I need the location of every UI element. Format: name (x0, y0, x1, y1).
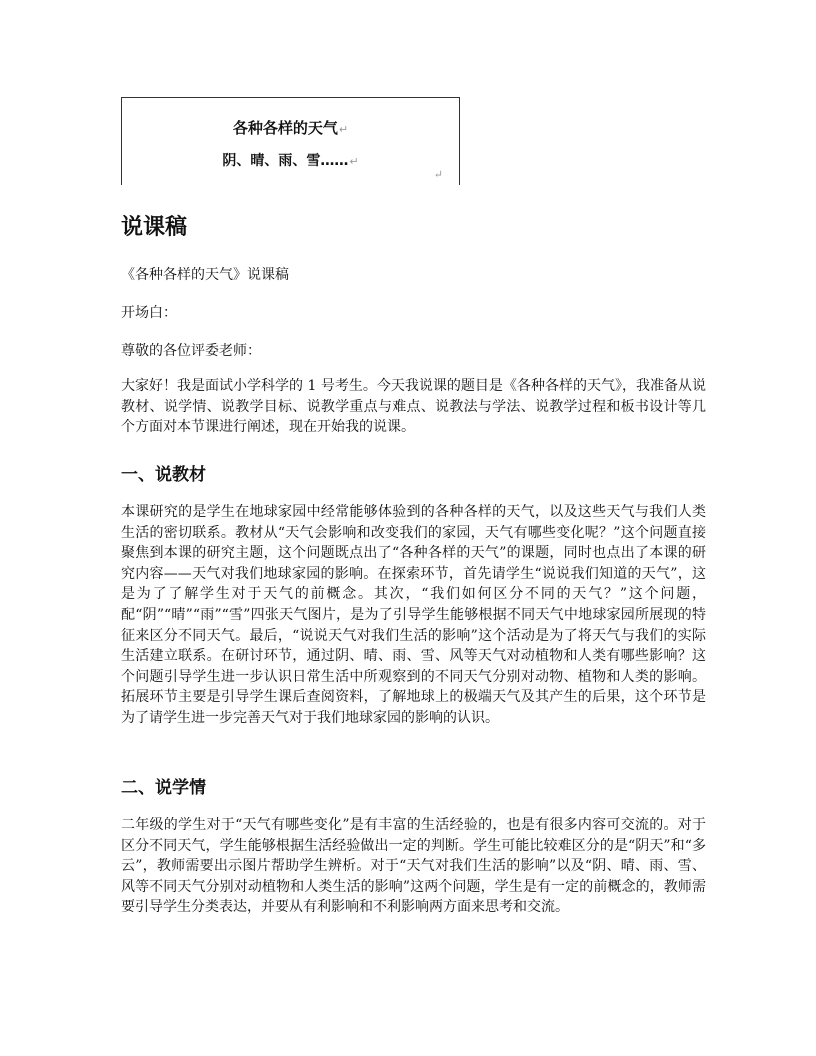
paragraph-mark-icon: ↵ (338, 123, 349, 136)
lecture-title: 《各种各样的天气》说课稿 (121, 267, 289, 283)
greeting: 尊敬的各位评委老师： (121, 343, 261, 359)
opening-label: 开场白： (121, 305, 177, 321)
intro-paragraph: 大家好！我是面试小学科学的 1 号考生。今天我说课的题目是《各种各样的天气》，我准备从说教材、说学情、说教学目标、说教学重点与难点、说教法与学法、说教学过程和板书设计等几个方面对本节课进行阐述，现在开始我的说课。 (121, 378, 706, 436)
section-body: 二年级的学生对于“天气有哪些变化”是有丰富的生活经验的，也是有很多内容可交流的。对于区分不同天气，学生能够根据生活经验做出一定的判断。学生可能比较难区分的是“阴天”和“多云”，教师需要出示图片帮助学生辨析。对于“天气对我们生活的影响”以及“阴、晴、雨、雪、风等不同天气分别对动植物和人类生活的影响”这两个问题，学生是有一定的前概念的，教师需要引导学生分类表达，并要从有利影响和不利影响两方面来思考和交流。 (121, 817, 706, 916)
header-subtitle: 阴、晴、雨、雪……↵ (222, 153, 359, 169)
paragraph-mark-icon: ↵ (433, 168, 443, 181)
section-heading: 二、说学情 (121, 778, 206, 798)
header-box (121, 97, 460, 185)
section-heading: 一、说教材 (121, 465, 206, 485)
header-title: 各种各样的天气↵ (232, 119, 349, 137)
paragraph-mark-icon: ↵ (349, 155, 359, 168)
document-title: 说课稿 (121, 215, 188, 240)
section-body: 本课研究的是学生在地球家园中经常能够体验到的各种各样的天气，以及这些天气与我们人类生活的密切联系。教材从“天气会影响和改变我们的家园，天气有哪些变化呢？”这个问题直接聚焦到本课的研究主题，这个问题既点出了“各种各样的天气”的课题，同时也点出了本课的研究内容——天气对我们地球家园的影响。在探索环节，首先请学生“说说我们知道的天气”，这是为了了解学生对于天气的前概念。其次，“我们如何区分不同的天气？”这个问题，配“阴”“晴”“雨”“雪”四张天气图片，是为了引导学生能够根据不同天气中地球家园所展现的特征来区分不同天气。最后，“说说天气对我们生活的影响”这个活动是为了将天气与我们的实际生活建立联系。在研讨环节，通过阴、晴、雨、雪、风等天气对动植物和人类有哪些影响？这个问题引导学生进一步认识日常生活中所观察到的不同天气分别对动物、植物和人类的影响。拓展环节主要是引导学生课后查阅资料，了解地球上的极端天气及其产生的后果，这个环节是为了请学生进一步完善天气对于我们地球家园的影响的认识。 (121, 504, 706, 726)
